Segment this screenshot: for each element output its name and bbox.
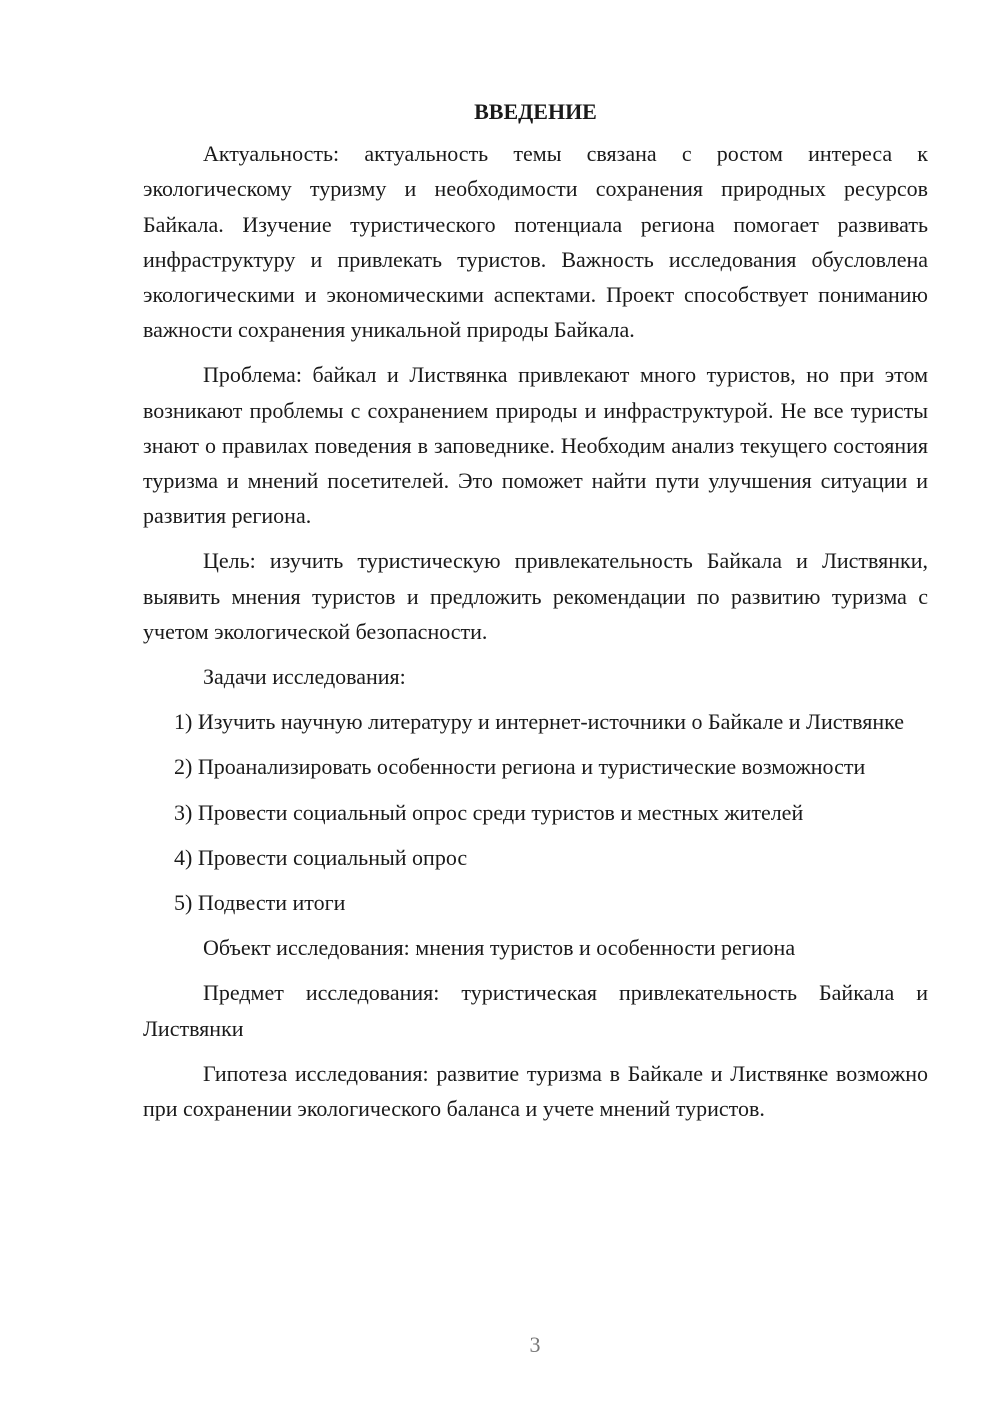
page-number: 3 bbox=[529, 1332, 541, 1357]
tasks-title: Задачи исследования: bbox=[203, 664, 406, 690]
document-page bbox=[143, 94, 928, 1136]
task-item: 3) Провести социальный опрос среди туристов и местных жителей bbox=[174, 799, 804, 825]
section-heading: ВВЕДЕНИЕ bbox=[474, 99, 597, 124]
task-item: 5) Подвести итоги bbox=[174, 890, 346, 916]
hypothesis-paragraph: Гипотеза исследования: развитие туризма в Байкале и Листвянке возможно при сохранении экологического баланса и учете мнений туристов. bbox=[143, 1060, 928, 1122]
goal-paragraph: Цель: изучить туристическую привлекательность Байкала и Листвянки, выявить мнения туристов и предложить рекомендации по развитию туризма с учетом экологической безопасности. bbox=[143, 548, 928, 644]
task-item: 2) Проанализировать особенности региона и туристические возможности bbox=[174, 754, 866, 780]
relevance-paragraph: Актуальность: актуальность темы связана с ростом интереса к экологическому туризму и необходимости сохранения природных ресурсов Байкала. Изучение туристического потенциала региона помогает развивать инфраструктуру и привлекать туристов. Важность исследования обусловлена экологическими и экономическими аспектами. Проект способствует пониманию важности сохранения уникальной природы Байкала. bbox=[143, 141, 928, 343]
object-paragraph: Объект исследования: мнения туристов и особенности региона bbox=[203, 935, 796, 961]
task-item: 4) Провести социальный опрос bbox=[174, 844, 468, 870]
task-item: 1) Изучить научную литературу и интернет-источники о Байкале и Листвянке bbox=[174, 709, 904, 735]
problem-paragraph: Проблема: байкал и Листвянка привлекают много туристов, но при этом возникают проблемы с сохранением природы и инфраструктурой. Не все туристы знают о правилах поведения в заповеднике. Необходим анализ текущего состояния туризма и мнений посетителей. Это поможет найти пути улучшения ситуации и развития региона. bbox=[143, 362, 928, 529]
subject-paragraph: Предмет исследования: туристическая привлекательность Байкала и Листвянки bbox=[143, 980, 928, 1041]
